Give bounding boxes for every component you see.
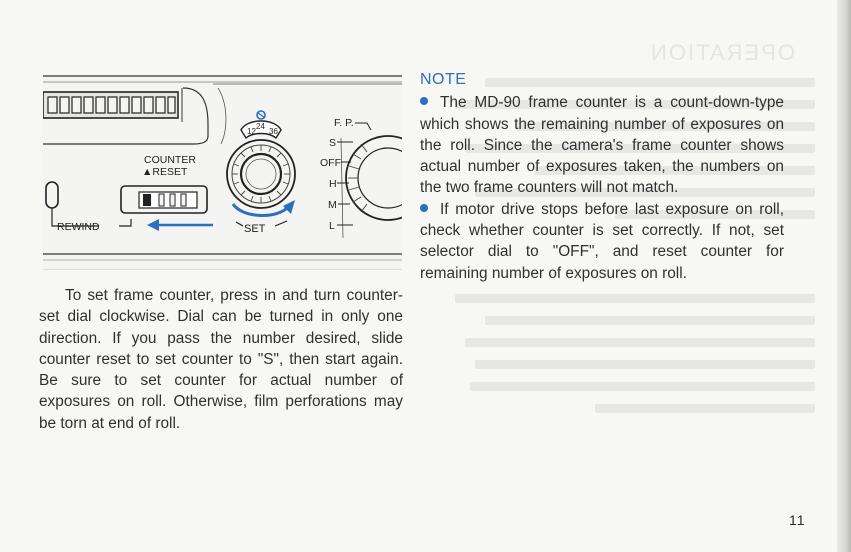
instruction-text bbox=[39, 285, 403, 434]
page-number: 11 bbox=[789, 512, 806, 528]
slide-arrow-icon bbox=[147, 219, 213, 231]
page-edge bbox=[837, 0, 851, 552]
frame-counter-diagram bbox=[43, 74, 402, 270]
film-window bbox=[43, 88, 182, 122]
reset-label: ▲RESET bbox=[142, 166, 188, 178]
note-section bbox=[420, 69, 784, 284]
note-item bbox=[420, 92, 784, 198]
counter-set-dial bbox=[227, 140, 295, 208]
bullet-icon bbox=[420, 204, 428, 212]
dial-number-12: 12 bbox=[247, 127, 256, 136]
bullet-icon bbox=[420, 97, 428, 105]
set-label: SET bbox=[244, 223, 266, 235]
note-item bbox=[420, 199, 784, 284]
rewind-label: REWIND bbox=[57, 221, 100, 233]
instruction-paragraph: To set frame counter, press in and turn counter-set dial clockwise. Dial can be turned in only one direction. If you pass the number desired, slide counter reset to set counter to "S", then start again. Be sure to set counter for actual number of exposures on roll. Otherwise, film perforations may be torn at end of roll. bbox=[39, 287, 403, 432]
counter-reset-slider bbox=[121, 186, 207, 213]
dial-number-24: 24 bbox=[256, 122, 265, 131]
frame-counter-window bbox=[241, 111, 281, 138]
dial-number-36: 36 bbox=[269, 127, 278, 136]
selector-label-h: H bbox=[329, 178, 337, 190]
selector-label-off: OFF bbox=[320, 157, 341, 169]
selector-label-s: S bbox=[329, 137, 337, 149]
selector-label-fp: F. P. bbox=[334, 117, 354, 129]
note-heading: NOTE bbox=[420, 71, 467, 88]
selector-dial bbox=[341, 136, 402, 238]
note-item-text: If motor drive stops before last exposure on roll, check whether counter is set correctly. If not, set selector dial to "OFF", and reset counter for remaining number of exposures on roll. bbox=[420, 200, 784, 282]
note-item-text: The MD-90 frame counter is a count-down-type which shows the remaining number of exposures on the roll. Since the camera's frame counter shows actual number of exposures taken, the numbers on the two frame counters will not match. bbox=[420, 94, 784, 197]
selector-label-l: L bbox=[329, 220, 335, 232]
show-through-text: OPERATION bbox=[420, 40, 815, 440]
counter-label: COUNTER bbox=[144, 154, 196, 166]
selector-label-m: M bbox=[328, 199, 337, 211]
frame-counter-illustration bbox=[43, 74, 402, 270]
rewind-button-shape bbox=[46, 182, 131, 233]
